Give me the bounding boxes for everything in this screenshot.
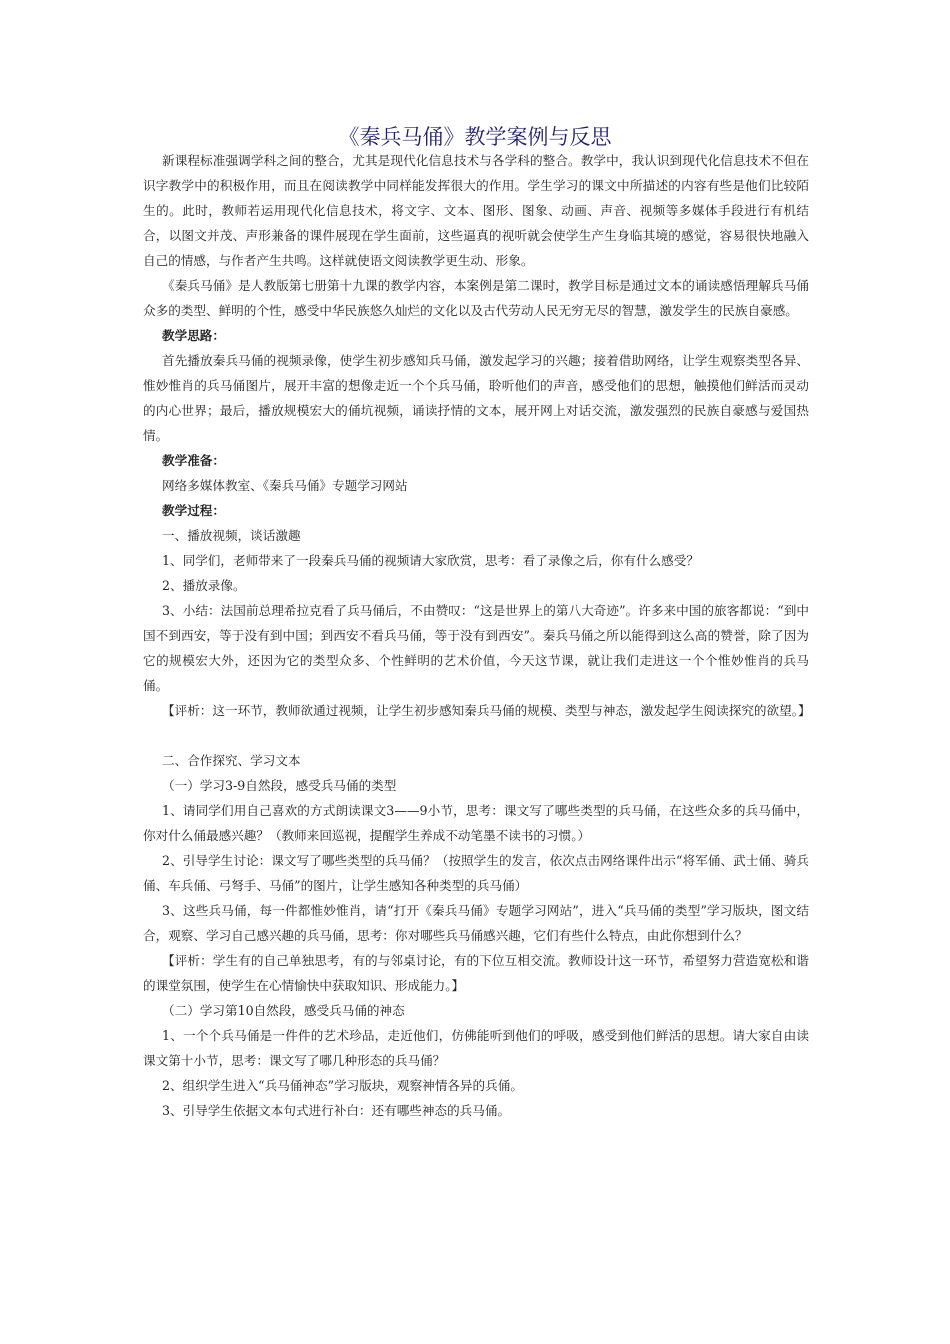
section-2a-step-3: 3、这些兵马俑，每一件都惟妙惟肖，请“打开《秦兵马俑》专题学习网站”，进入“兵马俑的类型”学习版块，图文结合，观察、学习自己感兴趣的兵马俑，思考：你对哪些兵马俑感兴趣，它们有些什么特点，由此你想到什么？ [143,903,809,943]
heading-teaching-process: 教学过程： [162,503,225,518]
document-body [143,148,809,1123]
section-2a-step-1: 1、请同学们用自己喜欢的方式朗读课文3——9小节，思考：课文写了哪些类型的兵马俑，在这些众多的兵马俑中，你对什么俑最感兴趣？（教师来回巡视，提醒学生养成不动笔墨不读书的习惯。） [143,803,809,843]
section-2b-step-1: 1、一个个兵马俑是一件件的艺术珍品，走近他们，仿佛能听到他们的呼吸，感受到他们鲜活的思想。请大家自由读课文第十小节，思考：课文写了哪几种形态的兵马俑？ [143,1028,809,1068]
section-2a-comment: 【评析：学生有的自己单独思考，有的与邻桌讨论，有的下位互相交流。教师设计这一环节，希望努力营造宽松和谐的课堂氛围，使学生在心情愉快中获取知识、形成能力。】 [143,953,809,993]
section-1-step-2: 2、播放录像。 [162,578,246,593]
blank-line [143,723,809,748]
heading-teaching-idea: 教学思路： [162,328,225,343]
section-2b-step-3: 3、引导学生依据文本句式进行补白：还有哪些神态的兵马俑。 [162,1103,511,1118]
document-title: 《秦兵马俑》教学案例与反思 [338,125,612,149]
section-2-heading: 二、合作探究、学习文本 [162,753,301,768]
intro-paragraph-2: 《秦兵马俑》是人教版第七册第十九课的教学内容，本案例是第二课时，教学目标是通过文本的诵读感悟理解兵马俑众多的类型、鲜明的个性，感受中华民族悠久灿烂的文化以及古代劳动人民无穷无尽的智慧，激发学生的民族自豪感。 [143,278,809,318]
section-1-comment: 【评析：这一环节，教师欲通过视频，让学生初步感知秦兵马俑的规模、类型与神态，激发起学生阅读探究的欲望。】 [162,703,811,718]
heading-teaching-prep: 教学准备： [162,453,225,468]
section-2b-heading: （二）学习第10自然段，感受兵马俑的神态 [162,1003,405,1018]
section-1-step-3: 3、小结：法国前总理希拉克看了兵马俑后，不由赞叹：“这是世界上的第八大奇迹”。许多来中国的旅客都说：“到中国不到西安，等于没有到中国；到西安不看兵马俑，等于没有到西安”。秦兵马俑之所以能得到这么高的赞誉，除了因为它的规模宏大外，还因为它的类型众多、个性鲜明的艺术价值，今天这节课，就让我们走进这一个个惟妙惟肖的兵马俑。 [143,603,809,693]
section-1-step-1: 1、同学们，老师带来了一段秦兵马俑的视频请大家欣赏，思考：看了录像之后，你有什么感受？ [162,553,699,568]
teaching-prep-paragraph: 网络多媒体教室、《秦兵马俑》专题学习网站 [162,478,408,493]
intro-paragraph-1: 新课程标准强调学科之间的整合，尤其是现代化信息技术与各学科的整合。教学中，我认识到现代化信息技术不但在识字教学中的积极作用，而且在阅读教学中同样能发挥很大的作用。学生学习的课文中所描述的内容有些是他们比较陌生的。此时，教师若运用现代化信息技术，将文字、文本、图形、图象、动画、声音、视频等多媒体手段进行有机结合，以图文并茂、声形兼备的课件展现在学生面前，这些逼真的视听就会使学生产生身临其境的感觉，容易很快地融入自己的情感，与作者产生共鸣。这样就使语文阅读教学更生动、形象。 [143,153,809,268]
section-2a-step-2: 2、引导学生讨论：课文写了哪些类型的兵马俑？（按照学生的发言，依次点击网络课件出示“将军俑、武士俑、骑兵俑、车兵俑、弓弩手、马俑”的图片，让学生感知各种类型的兵马俑） [143,853,809,893]
section-2b-step-2: 2、组织学生进入“兵马俑神态”学习版块，观察神情各异的兵俑。 [162,1078,523,1093]
section-2a-heading: （一）学习3-9自然段，感受兵马俑的类型 [162,778,397,793]
teaching-idea-paragraph: 首先播放秦兵马俑的视频录像，使学生初步感知兵马俑，激发起学习的兴趣；接着借助网络，让学生观察类型各异、惟妙惟肖的兵马俑图片，展开丰富的想像走近一个个兵马俑，聆听他们的声音，感受他们的思想，触摸他们鲜活而灵动的内心世界；最后，播放规模宏大的俑坑视频，诵读抒情的文本，展开网上对话交流，激发强烈的民族自豪感与爱国热情。 [143,353,809,443]
section-1-heading: 一、播放视频，谈话激趣 [162,528,301,543]
